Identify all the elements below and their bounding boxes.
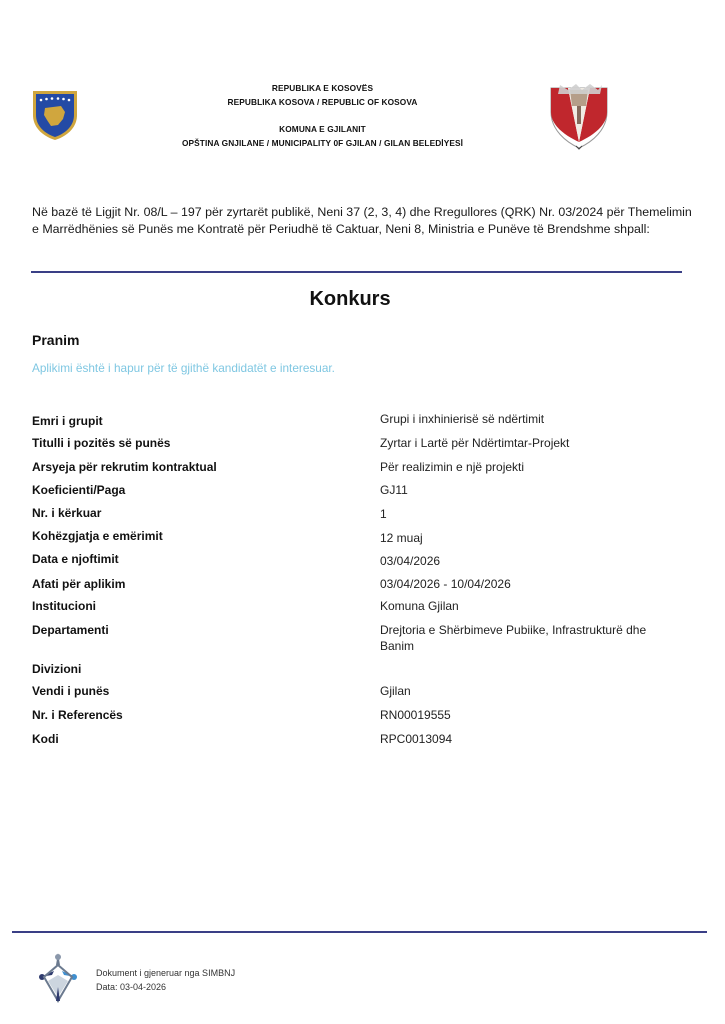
intro-paragraph: Në bazë të Ligjit Nr. 08/L – 197 për zyrtarët publikë, Neni 37 (2, 3, 4) dhe Rregullores (QRK) Nr. 03/2024 për Themelimin e Marrëdhënies së Punës me Kontratë për Periudhë të Caktuar, Neni 8, Ministria e Punëve të Brendshme shpall: [32, 205, 692, 236]
document-title: Konkurs [309, 288, 391, 310]
row-value-contract-reason: Për realizimin e një projekti [380, 460, 525, 474]
simbnj-logo-icon [36, 951, 80, 1003]
section-heading: Pranim [32, 332, 80, 348]
row-label-institution: Institucioni [32, 599, 96, 613]
row-value-reference-number: RN00019555 [380, 708, 451, 722]
row-value-department: Drejtoria e Shërbimeve Pubiike, Infrastrukturë dhe Banim [380, 623, 647, 653]
header-line-4: OPŠTINA GNJILANE / MUNICIPALITY 0F GJILAN / GILAN BELEDİYESİ [181, 138, 464, 148]
row-label-group-name: Emri i grupit [32, 414, 103, 428]
row-value-application-deadline: 03/04/2026 - 10/04/2026 [380, 577, 511, 591]
row-label-application-deadline: Afati për aplikim [32, 577, 126, 591]
row-label-contract-reason: Arsyeja për rekrutim kontraktual [32, 460, 217, 474]
eligibility-note: Aplikimi është i hapur për të gjithë kandidatët e interesuar. [32, 361, 335, 375]
row-label-department: Departamenti [32, 623, 109, 637]
row-label-salary-grade: Koeficienti/Paga [32, 483, 126, 497]
top-divider [31, 271, 682, 273]
footer-divider [12, 931, 707, 933]
row-label-number-required: Nr. i kërkuar [32, 506, 102, 520]
row-value-work-location: Gjilan [380, 684, 411, 698]
row-value-position-title: Zyrtar i Lartë për Ndërtimtar-Projekt [380, 436, 570, 450]
footer-generated-by: Dokument i gjeneruar nga SIMBNJ [96, 968, 236, 978]
row-label-reference-number: Nr. i Referencës [32, 708, 123, 722]
header-line-2: REPUBLIKA KOSOVA / REPUBLIC OF KOSOVA [227, 97, 418, 107]
row-label-appointment-duration: Kohëzgjatja e emërimit [32, 529, 163, 543]
row-value-group-name: Grupi i inxhinierisë së ndërtimit [380, 412, 545, 426]
row-value-announcement-date: 03/04/2026 [380, 554, 441, 568]
row-label-code: Kodi [32, 732, 59, 746]
row-label-position-title: Titulli i pozitës së punës [32, 436, 171, 450]
row-label-announcement-date: Data e njoftimit [32, 552, 119, 566]
row-value-institution: Komuna Gjilan [380, 599, 459, 613]
row-label-work-location: Vendi i punës [32, 684, 110, 698]
row-label-division: Divizioni [32, 662, 82, 676]
header-line-3: KOMUNA E GJILANIT [279, 124, 366, 134]
row-value-number-required: 1 [380, 507, 387, 521]
footer-date: Data: 03-04-2026 [96, 982, 167, 992]
row-value-salary-grade: GJ11 [380, 483, 408, 497]
header-line-1: REPUBLIKA E KOSOVËS [271, 83, 374, 93]
row-value-appointment-duration: 12 muaj [380, 531, 423, 545]
row-value-code: RPC0013094 [380, 732, 453, 746]
